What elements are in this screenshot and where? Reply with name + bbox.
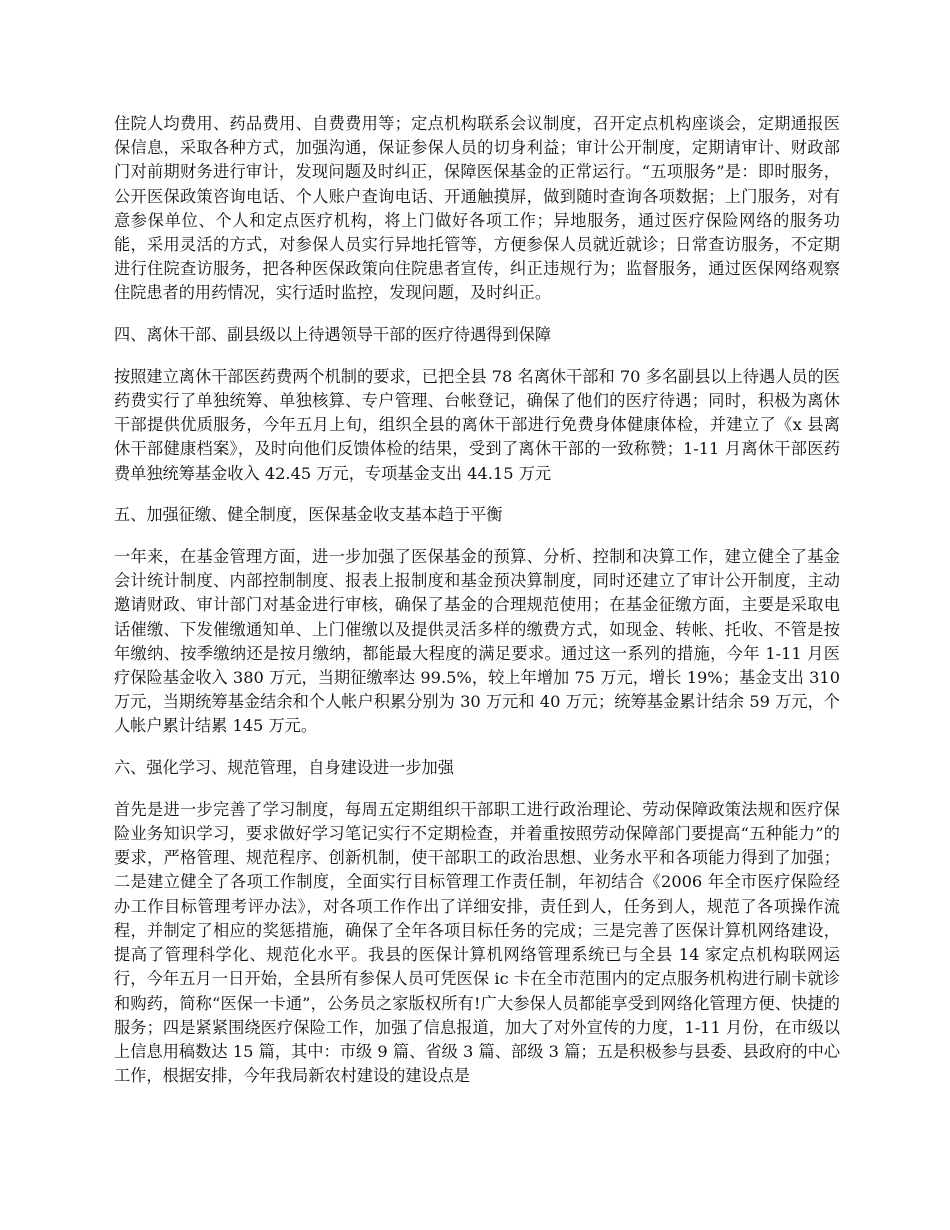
document-page bbox=[114, 112, 840, 1105]
paragraph-self-building: 首先是进一步完善了学习制度，每周五定期组织干部职工进行政治理论、劳动保障政策法规和医疗保险业务知识学习，要求做好学习笔记实行不定期检查，并着重按照劳动保障部门要提高“五种能力”的要求，严格管理、规范程序、创新机制，使干部职工的政治思想、业务水平和各项能力得到了加强；二是建立健全了各项工作制度，全面实行目标管理工作责任制，年初结合《2006 年全市医疗保险经办工作目标管理考评办法》，对各项工作作出了详细安排，责任到人，任务到人，规范了各项操作流程，并制定了相应的奖惩措施，确保了全年各项目标任务的完成；三是完善了医保计算机网络建设，提高了管理科学化、规范化水平。我县的医保计算机网络管理系统已与全县 14 家定点机构联网运行，今年五月一日开始，全县所有参保人员可凭医保 ic 卡在全市范围内的定点服务机构进行刷卡就诊和购药，简称“医保一卡通”，公务员之家版权所有!广大参保人员都能享受到网络化管理方便、快捷的服务；四是紧紧围绕医疗保险工作，加强了信息报道，加大了对外宣传的力度，1-11 月份，在市级以上信息用稿数达 15 篇，其中：市级 9 篇、省级 3 篇、部级 3 篇；五是积极参与县委、县政府的中心工作，根据安排，今年我局新农村建设的建设点是 bbox=[114, 799, 840, 1086]
section-heading-5: 五、加强征缴、健全制度，医保基金收支基本趋于平衡 bbox=[114, 504, 503, 524]
section-heading-4: 四、离休干部、副县级以上待遇领导干部的医疗待遇得到保障 bbox=[114, 324, 552, 344]
paragraph-fund-management: 一年来，在基金管理方面，进一步加强了医保基金的预算、分析、控制和决算工作，建立健全了基金会计统计制度、内部控制制度、报表上报制度和基金预决算制度，同时还建立了审计公开制度，主动邀请财政、审计部门对基金进行审核，确保了基金的合理规范使用；在基金征缴方面，主要是采取电话催缴、下发催缴通知单、上门催缴以及提供灵活多样的缴费方式，如现金、转帐、托收、不管是按年缴纳、按季缴纳还是按月缴纳，都能最大程度的满足要求。通过这一系列的措施，今年 1-11 月医疗保险基金收入 380 万元，当期征缴率达 99.5%，较上年增加 75 万元，增长 19%；基金支出 310 万元，当期统筹基金结余和个人帐户积累分别为 30 万元和 40 万元；统筹基金累计结余 59 万元，个人帐户累计结累 145 万元。 bbox=[114, 547, 840, 736]
paragraph-services: 住院人均费用、药品费用、自费费用等；定点机构联系会议制度，召开定点机构座谈会，定期通报医保信息，采取各种方式，加强沟通，保证参保人员的切身利益；审计公开制度，定期请审计、财政部门对前期财务进行审计，发现问题及时纠正，保障医保基金的正常运行。“五项服务”是：即时服务，公开医保政策咨询电话、个人账户查询电话、开通触摸屏，做到随时查询各项数据；上门服务，对有意参保单位、个人和定点医疗机构，将上门做好各项工作；异地服务，通过医疗保险网络的服务功能，采用灵活的方式，对参保人员实行异地托管等，方便参保人员就近就诊；日常查访服务，不定期进行住院查访服务，把各种医保政策向住院患者宣传，纠正违规行为；监督服务，通过医保网络观察住院患者的用药情况，实行适时监控，发现问题，及时纠正。 bbox=[114, 114, 840, 303]
section-heading-6: 六、强化学习、规范管理，自身建设进一步加强 bbox=[114, 757, 454, 777]
paragraph-retired-cadres: 按照建立离休干部医药费两个机制的要求，已把全县 78 名离休干部和 70 多名副县以上待遇人员的医药费实行了单独统筹、单独核算、专户管理、台帐登记，确保了他们的医疗待遇；同时，积极为离休干部提供优质服务，今年五月上旬，组织全县的离休干部进行免费身体健康体检，并建立了《x 县离休干部健康档案》，及时向他们反馈体检的结果，受到了离休干部的一致称赞；1-11 月离休干部医药费单独统筹基金收入 42.45 万元，专项基金支出 44.15 万元 bbox=[114, 366, 840, 483]
